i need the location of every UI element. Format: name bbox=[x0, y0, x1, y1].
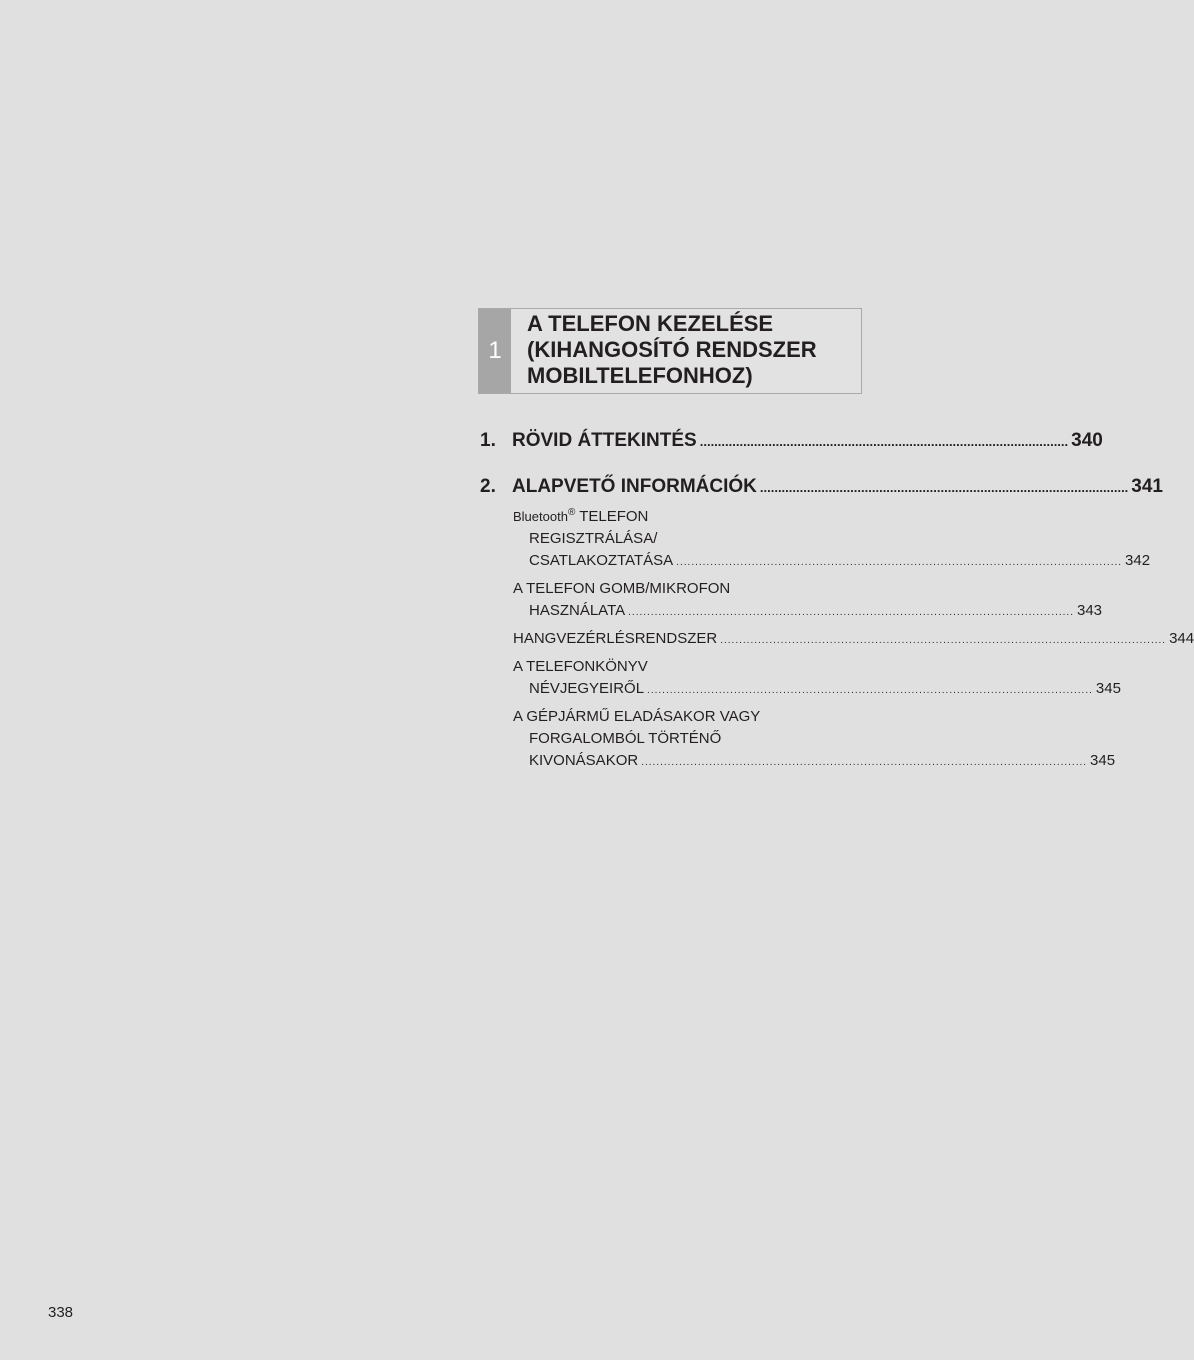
toc-subsection-text: KIVONÁSAKOR bbox=[529, 752, 639, 769]
registered-mark: ® bbox=[567, 507, 576, 518]
toc-section-title: ALAPVETŐ INFORMÁCIÓK bbox=[512, 476, 757, 497]
toc-section-title: RÖVID ÁTTEKINTÉS bbox=[512, 430, 697, 451]
dot-leader: ...................................................................................................................... bbox=[628, 607, 1074, 618]
toc-subsection-last-line bbox=[513, 628, 1194, 650]
toc-page-number: 345 bbox=[1090, 752, 1116, 769]
chapter-title bbox=[527, 311, 857, 389]
toc-subsection-line: A TELEFONKÖNYV bbox=[513, 658, 648, 675]
toc-subsection-line: REGISZTRÁLÁSA/ bbox=[529, 530, 658, 547]
toc-section-1[interactable] bbox=[480, 420, 1103, 452]
chapter-title-line: MOBILTELEFONHOZ) bbox=[527, 363, 753, 388]
toc-section-number: 1. bbox=[480, 430, 496, 451]
chapter-number-tab: 1 bbox=[479, 309, 511, 393]
chapter-title-line: A TELEFON KEZELÉSE bbox=[527, 311, 774, 336]
toc-subsection-text: TELEFON bbox=[575, 508, 649, 525]
toc-subsection-line: A TELEFON GOMB/MIKROFON bbox=[513, 580, 731, 597]
toc-subsection-gepjarmu[interactable] bbox=[513, 706, 1116, 772]
dot-leader: ...................................................................................................... bbox=[759, 480, 1129, 495]
table-of-contents bbox=[480, 420, 1194, 778]
toc-section-number: 2. bbox=[480, 476, 496, 497]
toc-page-number: 342 bbox=[1125, 552, 1151, 569]
toc-page-number: 340 bbox=[1071, 430, 1103, 451]
dot-leader: ...................................................................................................................... bbox=[641, 757, 1088, 768]
toc-page-number: 345 bbox=[1095, 680, 1121, 697]
toc-subsection-last-line bbox=[513, 750, 1116, 772]
toc-subsection-text: CSATLAKOZTATÁSA bbox=[529, 552, 674, 569]
dot-leader: ...................................................................................................... bbox=[699, 434, 1069, 449]
toc-subsection-line: A GÉPJÁRMŰ ELADÁSAKOR VAGY bbox=[513, 708, 761, 725]
chapter-header bbox=[478, 308, 862, 394]
toc-subsection-text: NÉVJEGYEIRŐL bbox=[529, 680, 645, 697]
toc-subsection-telefon-gomb[interactable] bbox=[513, 578, 1103, 622]
toc-subsection-bluetooth[interactable] bbox=[513, 502, 1151, 572]
dot-leader: ...................................................................................................................... bbox=[676, 557, 1123, 568]
dot-leader: ...................................................................................................................... bbox=[720, 635, 1167, 646]
toc-page-number: 341 bbox=[1131, 476, 1163, 497]
page-number: 338 bbox=[48, 1304, 74, 1321]
toc-subsection-last-line bbox=[513, 678, 1121, 700]
bluetooth-text: Bluetooth bbox=[513, 509, 568, 524]
toc-section-2[interactable] bbox=[480, 466, 1163, 498]
toc-page-number: 343 bbox=[1076, 602, 1103, 619]
toc-subsection-line: FORGALOMBÓL TÖRTÉNŐ bbox=[529, 730, 722, 747]
dot-leader: ...................................................................................................................... bbox=[647, 685, 1093, 696]
chapter-title-line: (KIHANGOSÍTÓ RENDSZER bbox=[527, 337, 817, 362]
toc-subsection-last-line bbox=[513, 600, 1103, 622]
toc-subsection-text: HANGVEZÉRLÉSRENDSZER bbox=[513, 630, 718, 647]
toc-subsection-text: HASZNÁLATA bbox=[529, 602, 626, 619]
toc-subsection-last-line bbox=[513, 550, 1151, 572]
toc-subsection-hangvezerles[interactable] bbox=[513, 628, 1194, 650]
toc-subsection-telefonkonyv[interactable] bbox=[513, 656, 1121, 700]
toc-subsection-list bbox=[480, 502, 1194, 772]
toc-page-number: 344 bbox=[1169, 630, 1194, 647]
toc-subsection-line bbox=[513, 502, 863, 528]
